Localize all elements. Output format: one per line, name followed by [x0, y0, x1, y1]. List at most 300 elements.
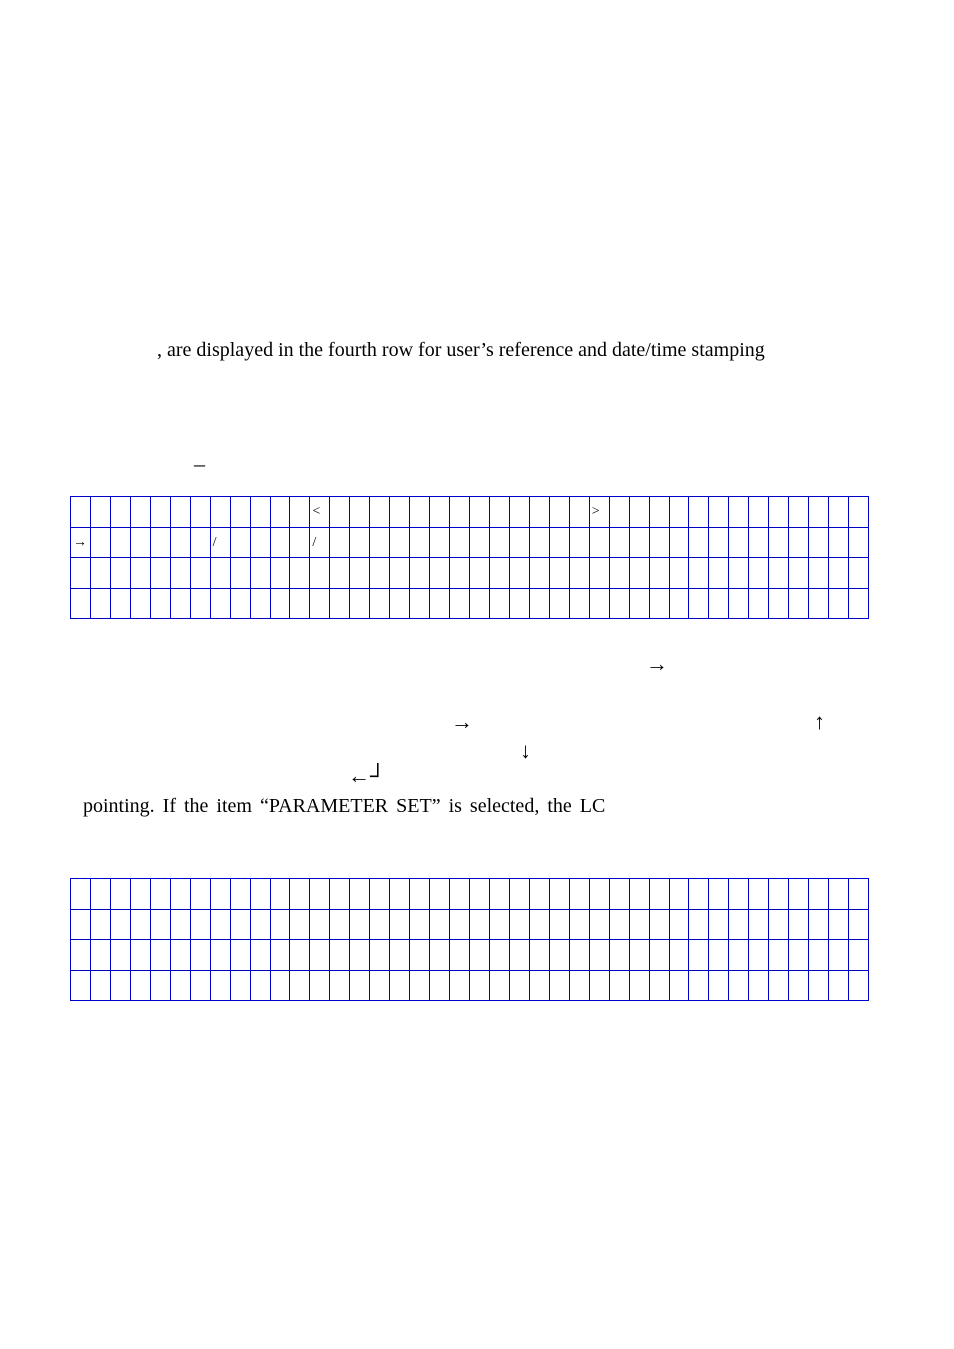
lcd-cell [689, 971, 709, 1002]
lcd-cell [590, 528, 610, 559]
lcd-cell: > [590, 497, 610, 528]
lcd-cell [410, 910, 430, 941]
lcd-cell [670, 528, 690, 559]
lcd-cell [350, 558, 370, 589]
lcd-cell [231, 971, 251, 1002]
lcd-cell [570, 558, 590, 589]
lcd-cell [769, 940, 789, 971]
lcd-cell [849, 528, 869, 559]
lcd-cell [410, 558, 430, 589]
lcd-cell [350, 971, 370, 1002]
lcd-cell [350, 910, 370, 941]
lcd-cell [131, 940, 151, 971]
lcd-cell [530, 589, 550, 620]
lcd-cell [709, 497, 729, 528]
lcd-cell [231, 558, 251, 589]
lcd-cell [729, 879, 749, 910]
lcd-cell [251, 589, 271, 620]
lcd-cell [570, 940, 590, 971]
lcd-cell [749, 589, 769, 620]
lcd-cell [510, 910, 530, 941]
lcd-cell: / [211, 528, 231, 559]
lcd-cell [71, 558, 91, 589]
lcd-cell [271, 528, 291, 559]
arrow-down-icon: ↓ [520, 738, 531, 763]
lcd-cell [689, 910, 709, 941]
lcd-cell [390, 971, 410, 1002]
lcd-cell [610, 528, 630, 559]
lcd-cell [191, 940, 211, 971]
lcd-cell [290, 589, 310, 620]
lcd-cell [550, 497, 570, 528]
lcd-cell [829, 971, 849, 1002]
lcd-cell [350, 528, 370, 559]
lcd-cell [550, 558, 570, 589]
lcd-cell [330, 497, 350, 528]
lcd-cell [131, 589, 151, 620]
lcd-cell [171, 528, 191, 559]
lcd-cell [430, 589, 450, 620]
lcd-cell [650, 910, 670, 941]
lcd-cell [111, 558, 131, 589]
lcd-cell [171, 589, 191, 620]
lcd-cell [689, 528, 709, 559]
lcd-cell [290, 971, 310, 1002]
lcd-cell [670, 940, 690, 971]
lcd-cell [610, 497, 630, 528]
lcd-cell [789, 910, 809, 941]
lcd-cell [251, 940, 271, 971]
lcd-cell [231, 528, 251, 559]
lcd-cell [709, 558, 729, 589]
lcd-cell [310, 940, 330, 971]
lcd-cell [789, 589, 809, 620]
lcd-cell [650, 528, 670, 559]
lcd-cell [729, 558, 749, 589]
lcd-cell [630, 910, 650, 941]
lcd-cell [470, 879, 490, 910]
lcd-cell [490, 910, 510, 941]
lcd-cell [91, 589, 111, 620]
lcd-cell [490, 558, 510, 589]
lcd-cell [670, 971, 690, 1002]
lcd-cell [71, 971, 91, 1002]
lcd-cell [829, 558, 849, 589]
lcd-cell [71, 879, 91, 910]
lcd-cell [570, 589, 590, 620]
lcd-cell [310, 558, 330, 589]
lcd-cell [550, 589, 570, 620]
lcd-cell [530, 910, 550, 941]
lcd-cell [151, 971, 171, 1002]
lcd-cell [390, 589, 410, 620]
lcd-cell [490, 971, 510, 1002]
lcd-cell [729, 497, 749, 528]
lcd-cell [610, 971, 630, 1002]
lcd-cell [769, 971, 789, 1002]
lcd-cell [71, 910, 91, 941]
lcd-cell [430, 528, 450, 559]
lcd-cell [510, 879, 530, 910]
lcd-cell [390, 940, 410, 971]
lcd-cell [290, 910, 310, 941]
lcd-cell [590, 558, 610, 589]
lcd-cell [430, 879, 450, 910]
lcd-cell [510, 940, 530, 971]
lcd-cell [390, 558, 410, 589]
lcd-cell [769, 497, 789, 528]
lcd-cell [430, 497, 450, 528]
lcd-cell [290, 558, 310, 589]
lcd-cell [590, 589, 610, 620]
lcd-cell [450, 589, 470, 620]
lcd-cell [231, 497, 251, 528]
arrow-right-icon: → [646, 651, 668, 676]
lcd-cell [410, 497, 430, 528]
lcd-cell [689, 589, 709, 620]
lcd-cell [829, 910, 849, 941]
lcd-cell [849, 910, 869, 941]
lcd-cell [450, 971, 470, 1002]
lcd-cell [550, 910, 570, 941]
lcd-cell [91, 971, 111, 1002]
lcd-cell [211, 497, 231, 528]
lcd-cell [290, 497, 310, 528]
lcd-cell [749, 558, 769, 589]
lcd-cell [410, 971, 430, 1002]
lcd-cell [809, 971, 829, 1002]
lcd-cell [689, 497, 709, 528]
lcd-cell [91, 497, 111, 528]
lcd-cell [71, 497, 91, 528]
lcd-cell [370, 971, 390, 1002]
lcd-cell [271, 971, 291, 1002]
lcd-cell [91, 940, 111, 971]
body-text-line: pointing. If the item “PARAMETER SET” is selected, the LC [83, 795, 606, 817]
lcd-cell [849, 497, 869, 528]
lcd-cell [849, 558, 869, 589]
lcd-cell [390, 910, 410, 941]
lcd-cell [630, 940, 650, 971]
lcd-cell [709, 910, 729, 941]
lcd-cell [370, 879, 390, 910]
lcd-cell [191, 879, 211, 910]
lcd-cell [670, 910, 690, 941]
lcd-cell [570, 879, 590, 910]
lcd-cell [530, 940, 550, 971]
lcd-cell [151, 528, 171, 559]
lcd-cell [350, 589, 370, 620]
lcd-cell [330, 589, 350, 620]
lcd-cell [590, 910, 610, 941]
lcd-cell [91, 558, 111, 589]
lcd-cell [271, 558, 291, 589]
lcd-cell [151, 558, 171, 589]
lcd-cell [131, 528, 151, 559]
lcd-cell [191, 558, 211, 589]
lcd-cell [370, 528, 390, 559]
lcd-cell [650, 971, 670, 1002]
lcd-cell [530, 971, 550, 1002]
lcd-cell [789, 940, 809, 971]
lcd-cell [689, 558, 709, 589]
lcd-cell [610, 589, 630, 620]
lcd-cell [530, 528, 550, 559]
lcd-cell [709, 528, 729, 559]
lcd-cell [570, 497, 590, 528]
lcd-cell [211, 589, 231, 620]
lcd-cell [570, 910, 590, 941]
lcd-cell [271, 879, 291, 910]
lcd-cell [271, 589, 291, 620]
lcd-cell [829, 940, 849, 971]
lcd-cell [231, 879, 251, 910]
lcd-cell [251, 910, 271, 941]
lcd-cell [330, 971, 350, 1002]
lcd-cell [769, 528, 789, 559]
lcd-cell [390, 528, 410, 559]
lcd-cell [71, 940, 91, 971]
lcd-cell [151, 497, 171, 528]
lcd-cell [749, 528, 769, 559]
lcd-cell [490, 497, 510, 528]
lcd-cell [630, 497, 650, 528]
lcd-cell [231, 940, 251, 971]
lcd-cell [330, 940, 350, 971]
lcd-cell [590, 940, 610, 971]
lcd-cell [849, 940, 869, 971]
lcd-cell [151, 940, 171, 971]
lcd-cell [729, 589, 749, 620]
lcd-cell [271, 497, 291, 528]
lcd-cell [111, 971, 131, 1002]
lcd-cell [570, 528, 590, 559]
lcd-cell [550, 971, 570, 1002]
lcd-cell [650, 497, 670, 528]
lcd-cell [191, 971, 211, 1002]
lcd-cell [310, 879, 330, 910]
lcd-cell [829, 497, 849, 528]
lcd-cell [630, 558, 650, 589]
lcd-cell [530, 497, 550, 528]
lcd-cell [171, 497, 191, 528]
lcd-cell [610, 558, 630, 589]
lcd-cell [171, 940, 191, 971]
lcd-cell [809, 879, 829, 910]
lcd-cell [670, 497, 690, 528]
lcd-cell [310, 971, 330, 1002]
lcd-cell [670, 589, 690, 620]
lcd-cell [191, 497, 211, 528]
lcd-cell [171, 879, 191, 910]
lcd-cell [709, 940, 729, 971]
lcd-cell [749, 940, 769, 971]
lcd-cell [271, 940, 291, 971]
lcd-cell [630, 589, 650, 620]
arrow-up-icon: ↑ [814, 709, 825, 734]
lcd-cell [131, 558, 151, 589]
lcd-cell [490, 879, 510, 910]
lcd-cell [370, 558, 390, 589]
lcd-cell [171, 558, 191, 589]
lcd-cell [430, 558, 450, 589]
lcd-cell [570, 971, 590, 1002]
lcd-cell [310, 589, 330, 620]
lcd-cell [670, 879, 690, 910]
lcd-cell [809, 497, 829, 528]
lcd-display-grid-1 [70, 496, 869, 619]
lcd-cell: → [71, 528, 91, 559]
lcd-cell [809, 910, 829, 941]
lcd-cell [131, 497, 151, 528]
lcd-cell [729, 971, 749, 1002]
lcd-cell [410, 879, 430, 910]
lcd-cell [410, 528, 430, 559]
lcd-cell [729, 910, 749, 941]
lcd-cell [151, 910, 171, 941]
lcd-cell [191, 589, 211, 620]
lcd-cell [769, 558, 789, 589]
lcd-cell [370, 940, 390, 971]
lcd-cell [749, 971, 769, 1002]
lcd-cell [410, 940, 430, 971]
lcd-cell [450, 528, 470, 559]
lcd-cell [510, 497, 530, 528]
lcd-cell [670, 558, 690, 589]
lcd-cell [709, 971, 729, 1002]
lcd-cell [749, 910, 769, 941]
lcd-cell [191, 528, 211, 559]
lcd-cell [490, 589, 510, 620]
lcd-cell [330, 879, 350, 910]
lcd-cell [330, 558, 350, 589]
lcd-cell [630, 971, 650, 1002]
lcd-cell [809, 940, 829, 971]
lcd-cell [769, 910, 789, 941]
lcd-cell [789, 497, 809, 528]
lcd-cell [729, 940, 749, 971]
lcd-cell [71, 589, 91, 620]
lcd-cell [231, 910, 251, 941]
lcd-cell [650, 940, 670, 971]
lcd-cell [709, 879, 729, 910]
lcd-cell [610, 879, 630, 910]
lcd-cell [470, 497, 490, 528]
lcd-cell [131, 971, 151, 1002]
lcd-cell [470, 971, 490, 1002]
lcd-cell [251, 879, 271, 910]
lcd-cell [689, 879, 709, 910]
lcd-cell [370, 497, 390, 528]
lcd-cell [450, 558, 470, 589]
lcd-cell: / [310, 528, 330, 559]
lcd-cell [610, 910, 630, 941]
lcd-cell [749, 879, 769, 910]
lcd-cell [430, 971, 450, 1002]
lcd-cell [131, 910, 151, 941]
lcd-cell [111, 879, 131, 910]
lcd-cell [849, 971, 869, 1002]
lcd-cell [510, 971, 530, 1002]
lcd-cell [251, 558, 271, 589]
lcd-cell [211, 940, 231, 971]
lcd-cell [330, 528, 350, 559]
lcd-cell [769, 589, 789, 620]
lcd-cell [430, 910, 450, 941]
lcd-cell [550, 879, 570, 910]
lcd-cell [470, 910, 490, 941]
lcd-cell [350, 497, 370, 528]
lcd-cell [809, 528, 829, 559]
lcd-cell [789, 971, 809, 1002]
lcd-cell [450, 910, 470, 941]
lcd-cell [789, 528, 809, 559]
lcd-cell [550, 528, 570, 559]
lcd-cell [490, 940, 510, 971]
lcd-cell [290, 879, 310, 910]
lcd-cell [231, 589, 251, 620]
lcd-cell [111, 910, 131, 941]
lcd-cell [211, 879, 231, 910]
lcd-cell [689, 940, 709, 971]
lcd-cell [211, 971, 231, 1002]
lcd-cell [470, 558, 490, 589]
lcd-cell [390, 497, 410, 528]
lcd-cell [829, 589, 849, 620]
lcd-cell [350, 879, 370, 910]
lcd-cell [111, 497, 131, 528]
lcd-cell [630, 879, 650, 910]
lcd-cell [650, 879, 670, 910]
lcd-cell [809, 589, 829, 620]
lcd-cell [370, 589, 390, 620]
lcd-cell [829, 879, 849, 910]
lcd-cell [251, 528, 271, 559]
lcd-display-grid-2 [70, 878, 869, 1001]
lcd-cell [849, 589, 869, 620]
lcd-cell [650, 589, 670, 620]
lcd-cell [450, 940, 470, 971]
lcd-cell [849, 879, 869, 910]
lcd-cell [251, 497, 271, 528]
lcd-cell [370, 910, 390, 941]
dash-glyph: – [194, 451, 205, 476]
lcd-cell [390, 879, 410, 910]
lcd-cell [590, 971, 610, 1002]
lcd-cell [211, 910, 231, 941]
lcd-cell [789, 558, 809, 589]
lcd-cell [450, 879, 470, 910]
lcd-cell [171, 971, 191, 1002]
lcd-cell [131, 879, 151, 910]
lcd-cell [91, 528, 111, 559]
lcd-cell [191, 910, 211, 941]
lcd-cell: < [310, 497, 330, 528]
lcd-cell [530, 879, 550, 910]
lcd-cell [290, 940, 310, 971]
lcd-cell [330, 910, 350, 941]
lcd-cell [470, 589, 490, 620]
lcd-cell [510, 558, 530, 589]
lcd-cell [490, 528, 510, 559]
lcd-cell [211, 558, 231, 589]
enter-key-icon: ←┘ [348, 763, 386, 788]
lcd-cell [290, 528, 310, 559]
lcd-cell [271, 910, 291, 941]
lcd-cell [809, 558, 829, 589]
lcd-cell [111, 528, 131, 559]
lcd-cell [450, 497, 470, 528]
